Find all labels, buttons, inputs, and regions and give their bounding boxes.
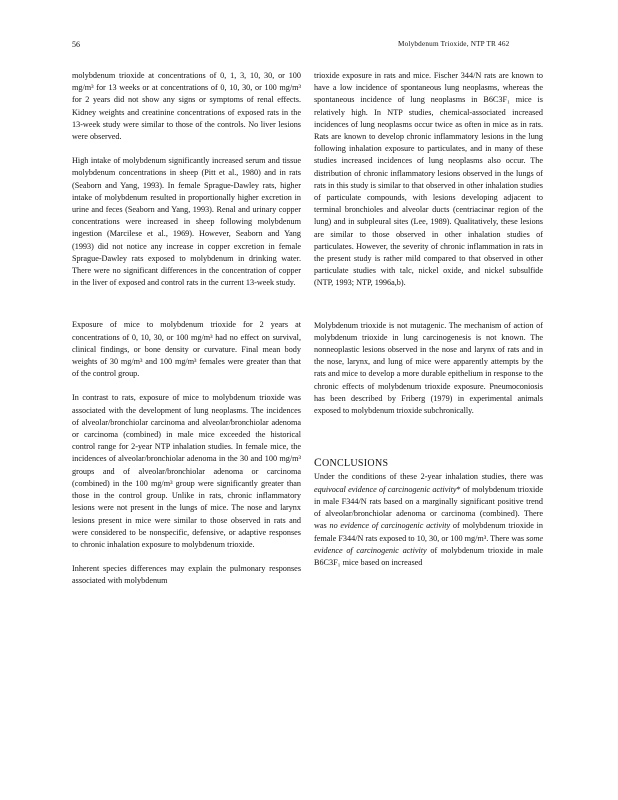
evidence-phrase: equivocal evidence of carcinogenic activity: [314, 484, 457, 494]
text-run: Under the conditions of these 2-year inhalation studies, there was: [314, 472, 543, 482]
text-run: * of molybdenum trioxide in male F344/N rats based on a marginally significant positive trend of alveolar/bronchiolar adenoma or carcinoma (combined). There was: [314, 484, 543, 531]
body-paragraph: Inherent species differences may explain the pulmonary responses associated with molybdenum: [72, 564, 301, 586]
page-number: 56: [72, 40, 80, 49]
body-paragraph: molybdenum trioxide at concentrations of 0, 1, 3, 10, 30, or 100 mg/m³ for 13 weeks or at concentrations of 0, 10, 30, or 100 mg/m³ for 2 years did not show any signs or symptoms of renal effects. Kidney weights and creatinine concentrations of exposed rats in the 13-week study were similar to those of the controls. No liver lesions were observed.: [72, 71, 301, 142]
page-header: [0, 0, 618, 60]
body-paragraph: Exposure of mice to molybdenum trioxide for 2 years at concentrations of 0, 10, 30, or 100 mg/m³ had no effect on survival, clinical findings, or bone density or curvature. Final mean body weights of 30 mg/m³ and 100 mg/m³ females were greater than that of the control group.: [72, 320, 301, 379]
body-paragraph: trioxide exposure in rats and mice. Fischer 344/N rats are known to have a low incidence of spontaneous lung neoplasms, whereas the spontaneous incidence of lung neoplasms in B6C3F₁ mice is relatively high. In NTP studies, chemical-associated increased incidences of lung neoplasms occur twice as often in mice as in rats. Rats are known to develop chronic inflammatory lesions in the lung following inhalation exposure to particulates, and in many of these studies increased incidences of lung neoplasms also occur. The distribution of chronic inflammatory lesions observed in the lungs of rats in this study is similar to that observed in other inhalation studies of particulate compounds, with lesions developing adjacent to terminal bronchioles and alveolar ducts (centriacinar region of the lung) and in subpleural sites (Lee, 1989). Qualitatively, these lesions are similar to those observed in other inhalation studies of particulates. However, the severity of chronic inflammation in rats in the present study is rather mild compared to that observed in other particulate studies with talc, nickel oxide, and nickel subsulfide (NTP, 1993; NTP, 1996a,b).: [314, 71, 543, 288]
text-run: of molybdenum trioxide in male B6C3F₁ mice based on increased: [314, 545, 543, 567]
heading-rest: ONCLUSIONS: [321, 458, 389, 470]
body-paragraph: High intake of molybdenum significantly increased serum and tissue molybdenum concentrations in sheep (Pitt et al., 1980) and in rats (Seaborn and Yang, 1993). In female Sprague-Dawley rats, higher intake of molybdenum resulted in proportionally higher excretion in urine and feces (Seaborn and Yang, 1993). Renal and urinary copper concentrations were increased in sheep following molybdenum ingestion (Marcilese et al., 1969). However, Seaborn and Yang (1993) did not notice any increase in copper excretion in female Sprague-Dawley rats exposed to molybdenum in drinking water. There were no significant differences in the concentration of copper in the liver of exposed and control rats in the current 13-week study.: [72, 156, 301, 288]
right-column: [314, 70, 543, 581]
running-head: Molybdenum Trioxide, NTP TR 462: [398, 40, 510, 48]
section-heading-conclusions: [314, 457, 543, 470]
body-paragraph: Molybdenum trioxide is not mutagenic. The mechanism of action of molybdenum trioxide in lung carcinogenesis is not known. The nonneoplastic lesions observed in the nose and larynx of rats and in the nose, larynx, and lung of mice were apparently attempts by the rats and mice to develop a more durable epithelium in response to the chronic effects of molybdenum trioxide exposure. Pneumoconiosis has been described by Friberg (1979) in experimental animals exposed to molybdenum trioxide subchronically.: [314, 320, 543, 416]
evidence-phrase: some evidence of carcinogenic activity: [314, 533, 543, 555]
evidence-phrase: no evidence of carcinogenic activity: [329, 521, 451, 531]
left-column: [72, 70, 301, 600]
heading-initial: C: [314, 457, 322, 470]
text-run: of molybdenum trioxide in female F344/N rats exposed to 10, 30, or 100 mg/m³. There was: [314, 521, 543, 543]
body-paragraph: In contrast to rats, exposure of mice to molybdenum trioxide was associated with the development of lung neoplasms. The incidences of alveolar/bronchiolar carcinoma and alveolar/bronchiolar adenoma or carcinoma (combined) in male mice exceeded the historical control range for 2-year NTP inhalation studies. In female mice, the incidences of alveolar/bronchiolar adenoma in the 30 and 100 mg/m³ groups and of alveolar/bronchiolar adenoma or carcinoma (combined) in the 100 mg/m³ group were significantly greater than those in the control group. Unlike in rats, chronic inflammatory lesions were not present in the lungs of mice. The nose and larynx lesions present in mice were similar to those observed in rats and were considered to be nonspecific, defensive, or adaptive responses to chronic inhalation exposure to molybdenum trioxide.: [72, 393, 301, 549]
conclusions-paragraph: [314, 471, 543, 569]
